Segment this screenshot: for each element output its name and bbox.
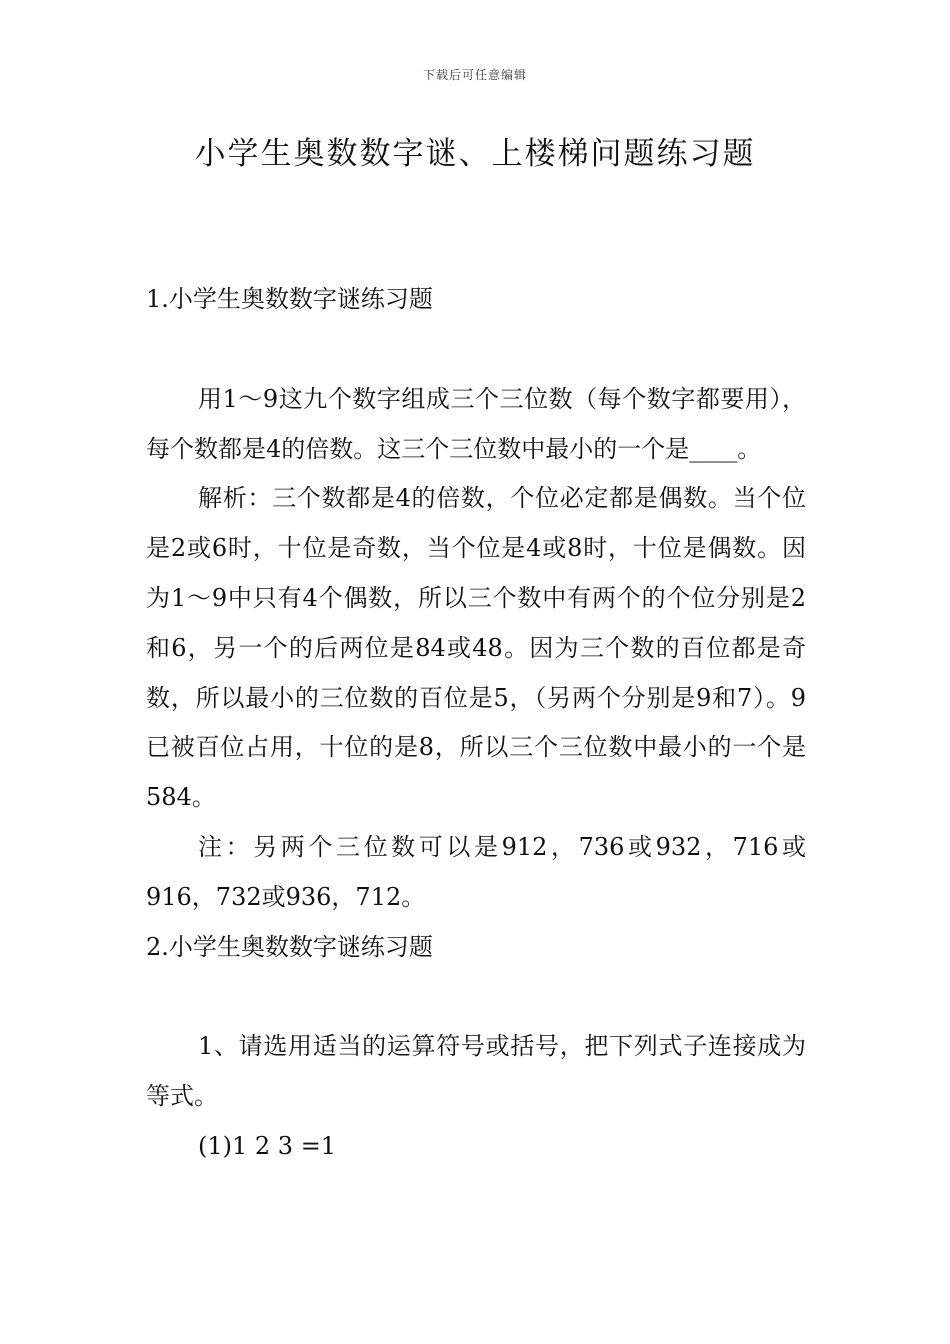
header-note: 下载后可任意编辑 xyxy=(422,68,527,82)
spacer xyxy=(146,325,806,375)
section-heading-2: 2.小学生奥数数字谜练习题 xyxy=(146,932,433,961)
exercise-paragraph: 1、请选用适当的运算符号或括号，把下列式子连接成为等式。 xyxy=(146,1032,806,1111)
spacer xyxy=(146,972,806,1022)
analysis-paragraph: 解析：三个数都是4的倍数，个位必定都是偶数。当个位是2或6时，十位是奇数，当个位是4或8时，十位是偶数。因为1～9中只有4个偶数，所以三个数中有两个的个位分别是2和6，另一个的后两位是84或48。因为三个数的百位都是奇数，所以最小的三位数的百位是5，（另两个分别是9和7）。9已被百位占用，十位的是8，所以三个三位数中最小的一个是584。 xyxy=(146,484,806,812)
document-body xyxy=(146,275,806,1172)
page-title: 小学生奥数数字谜、上楼梯问题练习题 xyxy=(194,136,756,172)
equation-line: (1)1 2 3 =1 xyxy=(198,1131,337,1160)
note-paragraph: 注：另两个三位数可以是912，736或932，716或916，732或936，712。 xyxy=(146,832,806,911)
question-paragraph: 用1～9这九个数字组成三个三位数（每个数字都要用），每个数都是4的倍数。这三个三位数中最小的一个是____。 xyxy=(146,384,806,463)
section-heading-1: 1.小学生奥数数字谜练习题 xyxy=(146,285,433,313)
